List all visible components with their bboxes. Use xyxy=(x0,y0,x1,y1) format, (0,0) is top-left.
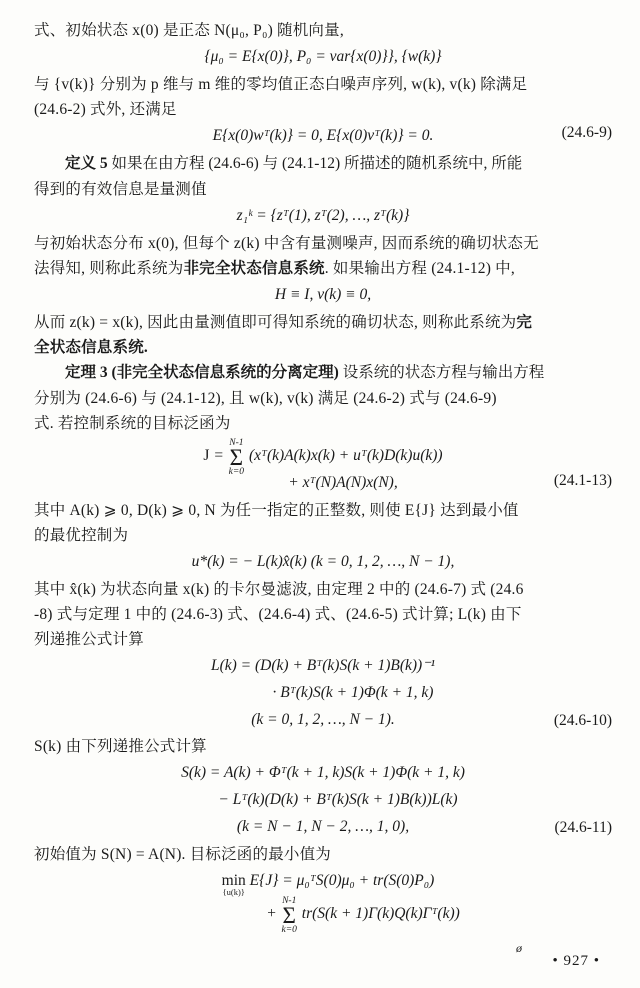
min-subscript: {u(k)} xyxy=(222,887,245,898)
equation-min-line1 xyxy=(34,869,612,898)
min-operator xyxy=(221,871,246,898)
equation-S-line3: (k = N − 1, N − 2, …, 1, 0), xyxy=(236,818,410,836)
equation-optimal-control: u*(k) = − L(k)x̂(k) (k = 0, 1, 2, …, N − 1), xyxy=(191,552,455,570)
equation-H-identity: H ≡ I, v(k) ≡ 0, xyxy=(274,285,372,303)
text-line: 其中 x̂(k) 为状态向量 x(k) 的卡尔曼滤波, 由定理 2 中的 (24.6-7) 式 (24.6 xyxy=(34,580,524,598)
sigma-glyph: Σ xyxy=(229,445,244,471)
sum-upper-limit: N-1 xyxy=(229,438,244,449)
min-label: min xyxy=(221,871,246,889)
equation-tag: (24.6-9) xyxy=(561,124,612,142)
page-number: • 927 • xyxy=(552,953,600,969)
equation-S-wrap xyxy=(34,761,612,839)
equation-tag: (24.1-13) xyxy=(553,471,612,489)
equation-J-body: (xᵀ(k)A(k)x(k) + uᵀ(k)D(k)u(k)) xyxy=(248,446,443,464)
equation-S-line1: S(k) = A(k) + Φᵀ(k + 1, k)S(k + 1)Φ(k + 1, k) xyxy=(181,764,465,782)
equation-S-line2: − Lᵀ(k)(D(k) + Bᵀ(k)S(k + 1)B(k))L(k) xyxy=(218,791,458,809)
text-line: 式、初始状态 x(0) 是正态 N(μ₀, P₀) 随机向量, xyxy=(34,22,344,39)
equation-24-6-9: E{x(0)wᵀ(k)} = 0, E{x(0)vᵀ(k)} = 0. xyxy=(212,127,434,145)
equation-tag: (24.6-11) xyxy=(554,819,612,837)
equation-min-body: E{J} = μ₀ᵀS(0)μ₀ + tr(S(0)P₀) xyxy=(249,871,435,889)
text-line: (24.6-2) 式外, 还满足 xyxy=(34,101,177,119)
equation-J-line2: + xᵀ(N)A(N)x(N), xyxy=(288,473,398,491)
text-line: 的最优控制为 xyxy=(34,526,129,544)
emphasis-incomplete-state-system: 非完全状态信息系统 xyxy=(183,259,325,277)
summation-symbol xyxy=(281,896,297,936)
theorem-3-subtitle: (非完全状态信息系统的分离定理) xyxy=(111,363,339,381)
sum-lower-limit: k=0 xyxy=(228,467,245,478)
equation-measurement-set: z₁ᵏ = {zᵀ(1), zᵀ(2), …, zᵀ(k)} xyxy=(236,206,410,224)
text-line: 式. 若控制系统的目标泛函为 xyxy=(34,414,231,432)
sum-upper-limit: N-1 xyxy=(282,896,297,907)
text-span: 法得知, 则称此系统为 xyxy=(34,259,184,277)
equation-L-wrap xyxy=(34,654,612,732)
text-line: 与初始状态分布 x(0), 但每个 z(k) 中含有量测噪声, 因而系统的确切状态无 xyxy=(34,234,539,252)
equation-min-tail: tr(S(k + 1)Γ(k)Q(k)Γᵀ(k)) xyxy=(301,904,460,922)
text-line: S(k) 由下列递推公式计算 xyxy=(34,738,207,756)
equation-min-line2: + N-1 Σ k=0 tr(S(k + 1)Γ(k)Q(k)Γᵀ(k)) xyxy=(266,896,460,936)
text-span: . 如果输出方程 (24.1-12) 中, xyxy=(324,259,515,277)
summation-symbol xyxy=(228,438,245,478)
text-line: 得到的有效信息是量测值 xyxy=(34,180,207,198)
sum-lower-limit: k=0 xyxy=(281,925,297,936)
footnote-mark: ø xyxy=(516,941,522,955)
equation-mu-p0 xyxy=(34,45,612,70)
theorem-3-text: 设系统的状态方程与输出方程 xyxy=(342,363,545,381)
text-line: -8) 式与定理 1 中的 (24.6-3) 式、(24.6-4) 式、(24.6-5) 式计算; L(k) 由下 xyxy=(34,605,522,623)
definition-5-text: 如果在由方程 (24.6-6) 与 (24.1-12) 所描述的随机系统中, 所能 xyxy=(111,154,523,172)
equation-L-line1: L(k) = (D(k) + Bᵀ(k)S(k + 1)B(k))⁻¹ xyxy=(210,656,436,674)
sigma-glyph: Σ xyxy=(282,903,296,929)
theorem-3-paragraph xyxy=(34,360,612,386)
equation-J-line1: J = N-1 Σ k=0 (xᵀ(k)A(k)x(k) + uᵀ(k)D(k)u(k)) xyxy=(203,438,443,478)
equation-L-line2: · Bᵀ(k)S(k + 1)Φ(k + 1, k) xyxy=(272,683,434,701)
definition-5-paragraph xyxy=(34,151,612,177)
text-line: 初始值为 S(N) = A(N). 目标泛函的最小值为 xyxy=(34,845,332,863)
text-line xyxy=(34,256,612,281)
definition-5-heading: 定义 5 xyxy=(65,154,108,172)
text-line: 与 {v(k)} 分别为 p 维与 m 维的零均值正态白噪声序列, w(k), v(k) 除满足 xyxy=(34,75,528,93)
page-content xyxy=(34,18,612,936)
equation-24-6-9-wrap xyxy=(34,124,612,149)
text-line: 其中 A(k) ⩾ 0, D(k) ⩾ 0, N 为任一指定的正整数, 则使 E{J} 达到最小值 xyxy=(34,501,519,519)
equation-text: {μ₀ = E{x(0)}, P₀ = var{x(0)}}, {w(k)} xyxy=(204,48,442,66)
equation-L-line3: (k = 0, 1, 2, …, N − 1). xyxy=(251,710,395,728)
text-line: 分别为 (24.6-6) 与 (24.1-12), 且 w(k), v(k) 满足 (24.6-2) 式与 (24.6-9) xyxy=(34,389,497,407)
text-span: 从而 z(k) = x(k), 因此由量测值即可得知系统的确切状态, 则称此系统为 xyxy=(34,313,517,331)
emphasis-complete-state-a: 完 xyxy=(516,313,533,331)
text-line xyxy=(34,310,612,335)
theorem-3-heading: 定理 3 xyxy=(65,363,108,381)
equation-J-wrap xyxy=(34,438,612,496)
equation-tag: (24.6-10) xyxy=(553,711,612,729)
emphasis-complete-state-b: 全状态信息系统. xyxy=(34,338,148,356)
text-line: 列递推公式计算 xyxy=(34,630,144,648)
